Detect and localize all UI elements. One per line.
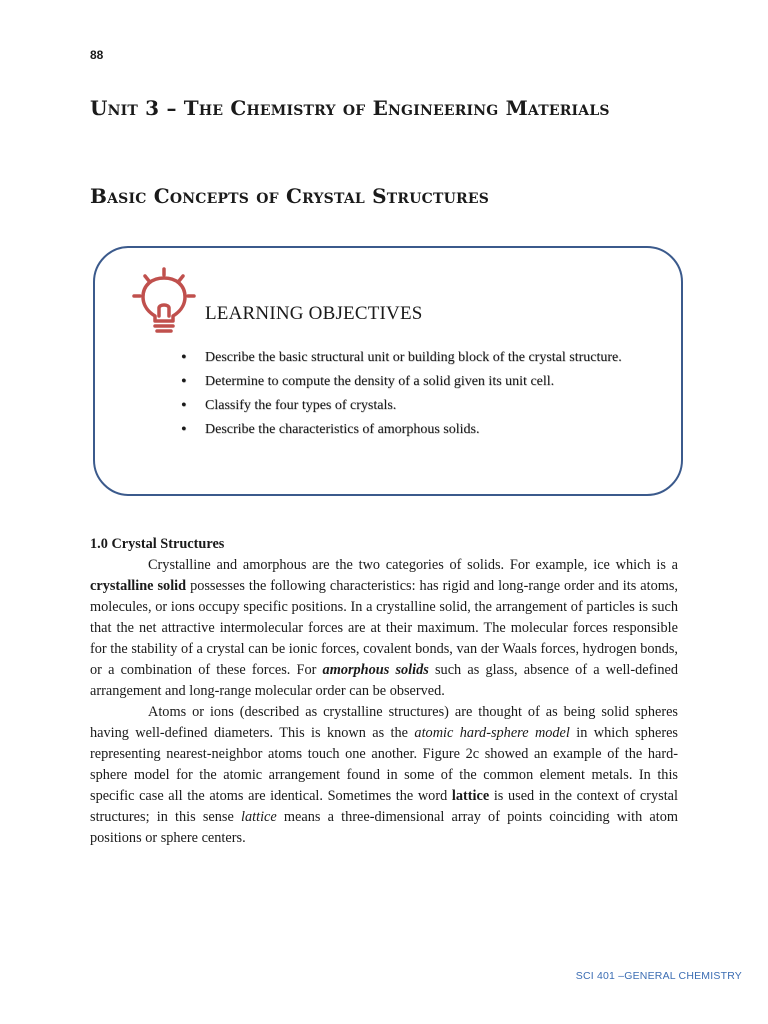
paragraph-text: possesses the following characteristics: has rigid and long-range order and its atoms, molecules, or ions occupy specific positions. In a crystalline solid, the arrangement of particles is such that the net attractive intermolecular forces are at their maximum. The molecular forces responsible for the stability of a crystal can be ionic forces, covalent bonds, van der Waals forces, hydrogen bonds, or a combination of these forces. For (90, 578, 678, 678)
list-item (181, 346, 661, 370)
objectives-heading: LEARNING OBJECTIVES (205, 303, 423, 324)
paragraph-text: Atoms or ions (described as crystalline structures) are thought of as being solid spheres having well-defined diameters. This is known as the (90, 704, 678, 741)
paragraph-text: is used in the context of crystal structures; in this sense (90, 788, 679, 825)
paragraph-text: Crystalline and amorphous are the two categories of solids. For example, ice which is a (148, 557, 678, 573)
term-lattice-italic: lattice (241, 809, 277, 825)
page-footer: SCI 401 –GENERAL CHEMISTRY (575, 970, 742, 982)
bullet-icon: • (181, 421, 187, 438)
term-crystalline-solid: crystalline solid (90, 578, 187, 594)
term-lattice: lattice (451, 788, 490, 804)
page-number: 88 (90, 48, 104, 62)
bullet-icon: • (181, 373, 187, 390)
term-hard-sphere-model: atomic hard-sphere model (414, 725, 570, 741)
list-item (181, 418, 661, 442)
objective-text: Describe the characteristics of amorphous solids. (205, 422, 480, 437)
paragraph-text: such as glass, absence of a well-defined arrangement and long-range molecular order can be observed. (90, 662, 679, 699)
paragraph-2 (90, 702, 678, 849)
term-amorphous-solids: amorphous solids (322, 662, 429, 678)
list-item (181, 394, 661, 418)
bullet-icon: • (181, 397, 187, 414)
learning-objectives-box (93, 246, 683, 496)
paragraph-1 (90, 555, 678, 702)
bullet-icon: • (181, 349, 187, 366)
lightbulb-icon (131, 266, 197, 342)
section-title: Basic Concepts of Crystal Structures (90, 184, 490, 208)
paragraph-text: in which spheres representing nearest-neighbor atoms touch one another. Figure 2c showed an example of the hard-sphere model for the atomic arrangement found in some of the common element metals. In this specific case all the atoms are identical. Sometimes the word (90, 725, 678, 804)
section-heading: 1.0 Crystal Structures (90, 536, 225, 552)
list-item (181, 370, 661, 394)
unit-title: Unit 3 – The Chemistry of Engineering Materials (90, 96, 610, 120)
objectives-list (181, 346, 661, 442)
objective-text: Classify the four types of crystals. (205, 398, 397, 413)
objective-text: Describe the basic structural unit or building block of the crystal structure. (205, 350, 622, 365)
paragraph-text: means a three-dimensional array of points coinciding with atom positions or sphere centers. (90, 809, 678, 846)
section-crystal-structures (90, 534, 678, 849)
objective-text: Determine to compute the density of a solid given its unit cell. (205, 374, 555, 389)
